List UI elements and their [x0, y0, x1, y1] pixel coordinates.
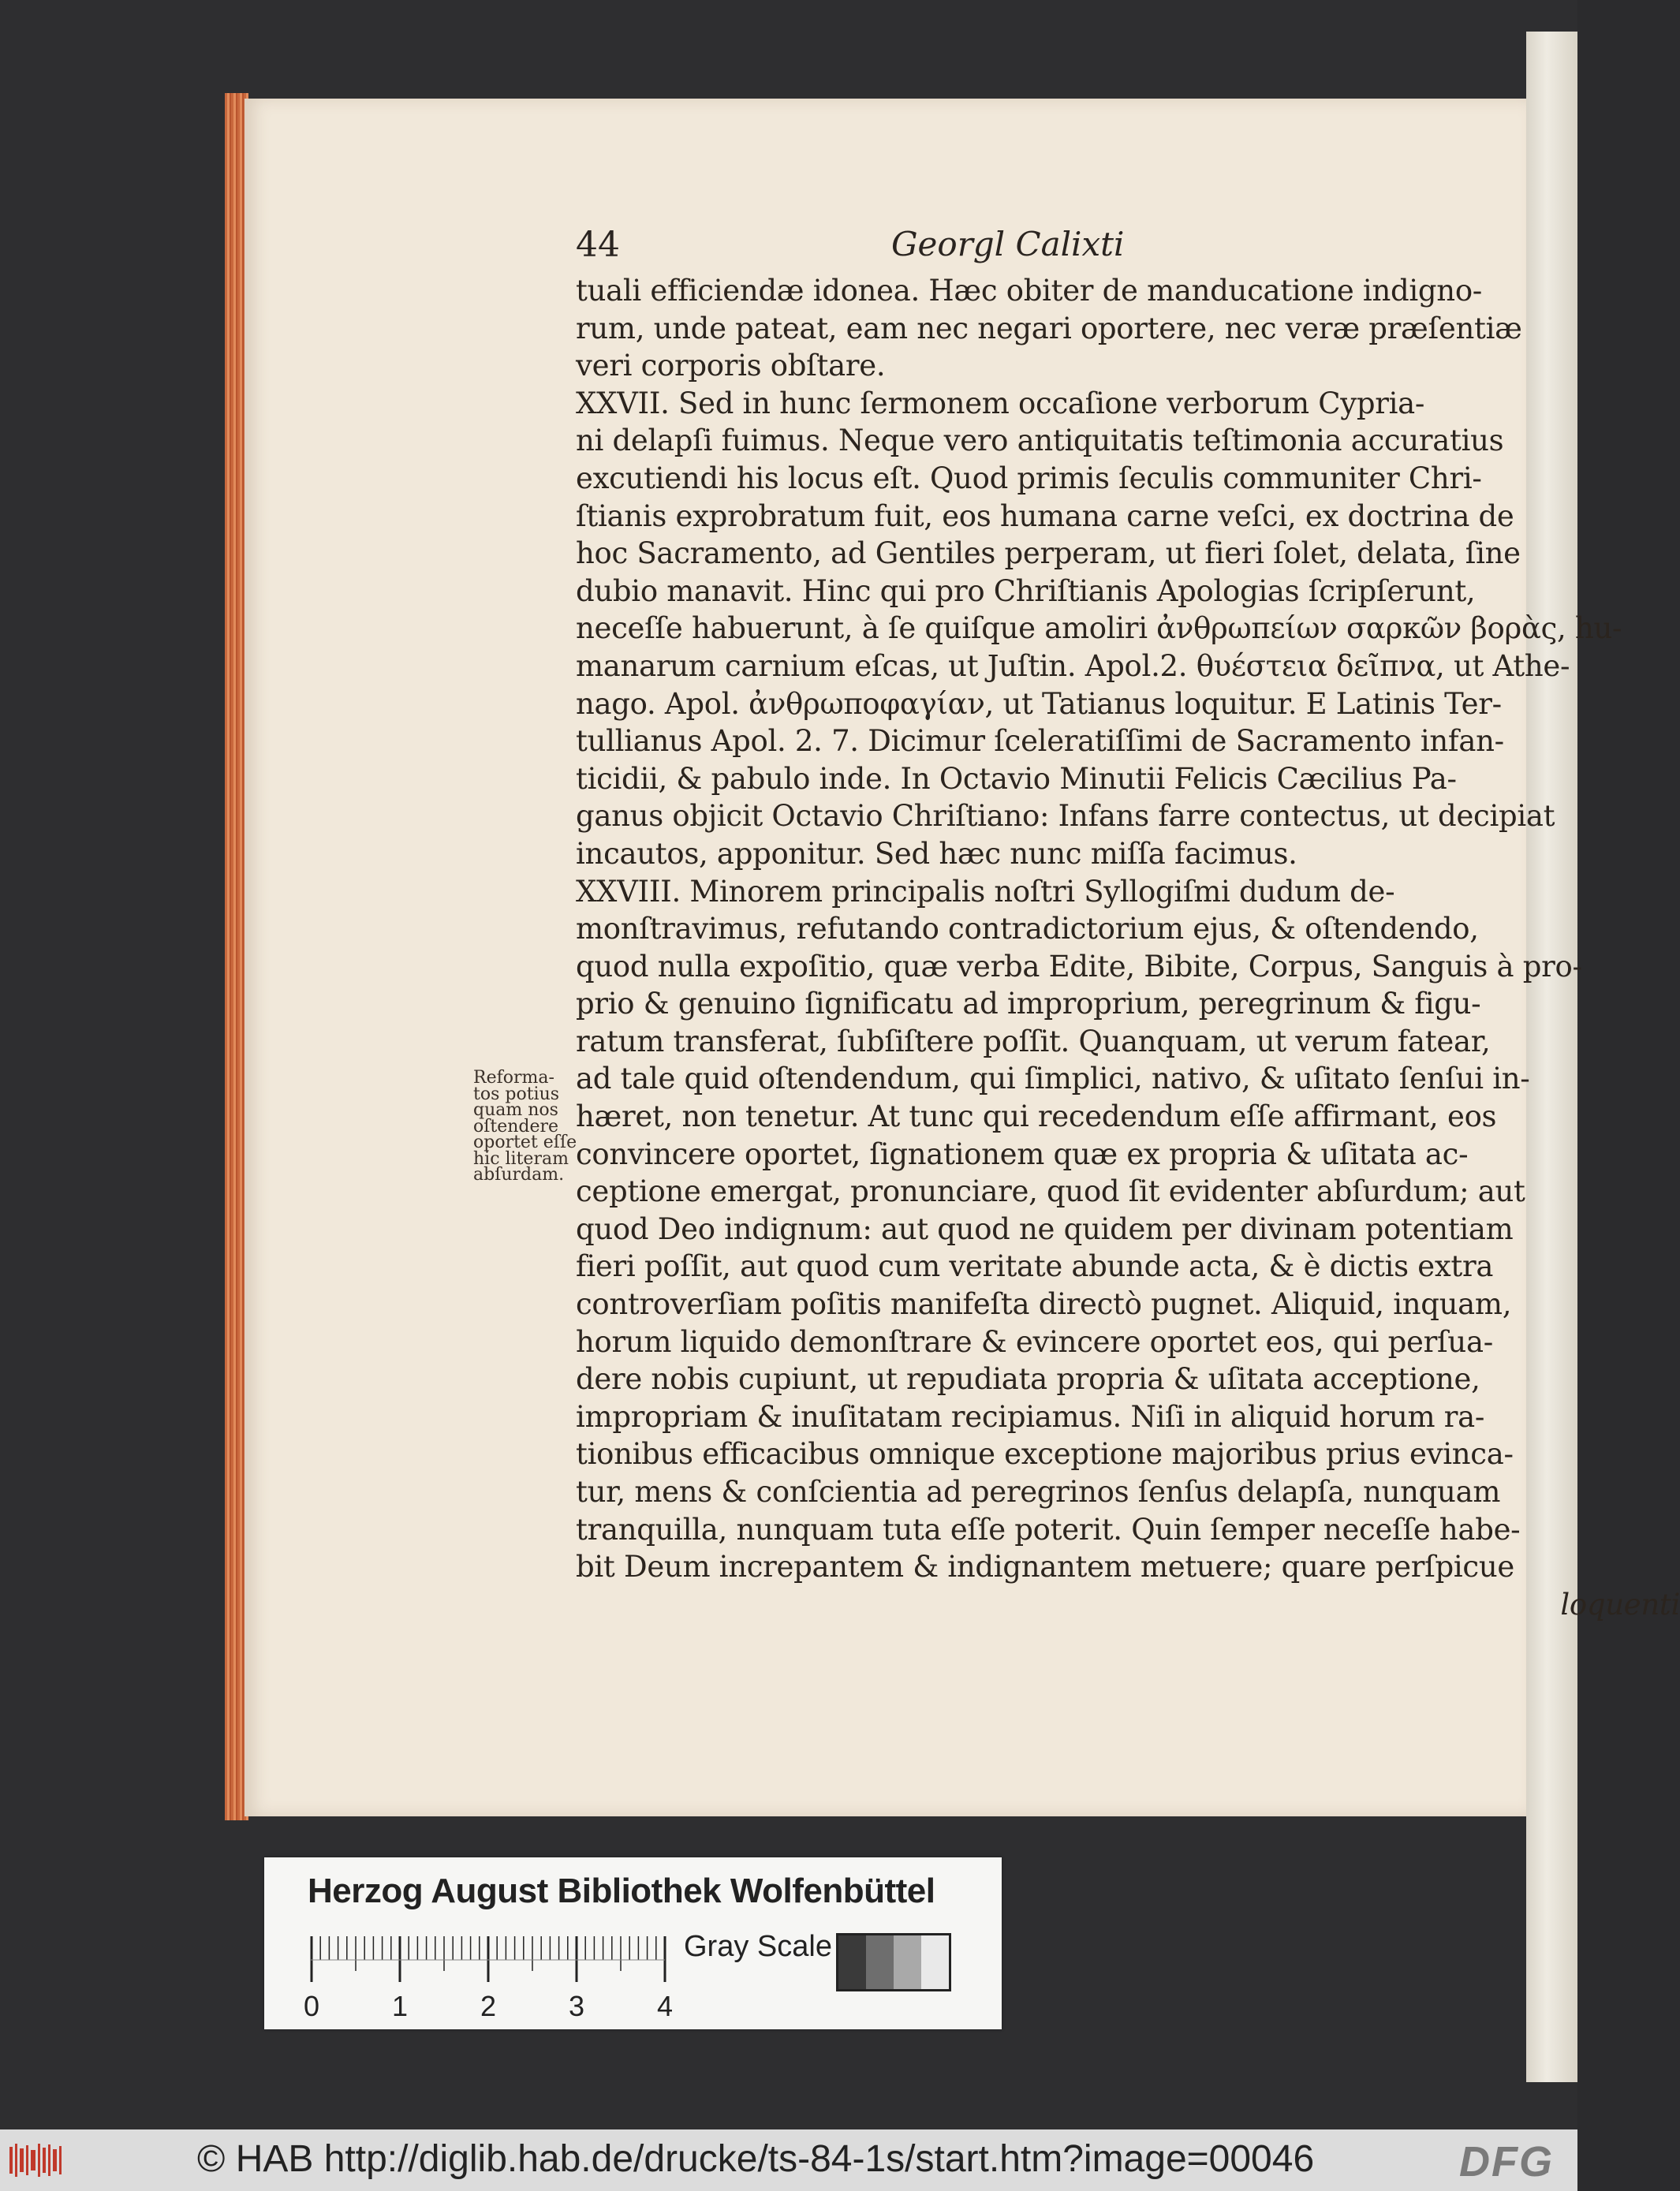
catchword: loquenti	[1560, 1587, 1680, 1622]
text-line: quod nulla expoſitio, quæ verba Edite, Bibite, Corpus, Sanguis à pro-	[576, 949, 1582, 984]
copyright-url-text[interactable]: © HAB http://diglib.hab.de/drucke/ts-84-1s/start.htm?image=00046	[197, 2138, 1315, 2180]
gray-scale-patches	[836, 1933, 951, 1991]
margin-note-line: oportet eſſe	[473, 1133, 577, 1152]
margin-note-line: oſtendere	[473, 1116, 559, 1137]
text-line: ſtianis exprobratum fuit, eos humana carne veſci, ex doctrina de	[576, 498, 1514, 533]
color-reference-card	[264, 1857, 1002, 2029]
text-line: horum liquido demonſtrare & evincere oportet eos, qui perſua-	[576, 1324, 1493, 1359]
text-line: convincere oportet, ſignationem quæ ex propria & uſitata ac-	[576, 1137, 1469, 1171]
text-line: hoc Sacramento, ad Gentiles perperam, ut fieri ſolet, delata, ſine	[576, 536, 1521, 571]
text-line: fieri poſſit, aut quod cum veritate abunde acta, & è dictis extra	[576, 1249, 1494, 1284]
dfg-logo: DFG	[1459, 2138, 1554, 2185]
text-line: ticidii, & pabulo inde. In Octavio Minutii Felicis Cæcilius Pa-	[576, 761, 1457, 796]
margin-note-line: tos potius	[473, 1084, 560, 1104]
card-title: Herzog August Bibliothek Wolfenbüttel	[308, 1872, 935, 1910]
text-line: rum, unde pateat, eam nec negari oportere, nec veræ præſentiæ	[576, 311, 1522, 345]
text-line: ganus objicit Octavio Chriſtiano: Infans farre contectus, ut decipiat	[576, 799, 1555, 834]
text-line: tur, mens & conſcientia ad peregrinos ſenſus delapſa, nunquam	[576, 1475, 1501, 1509]
margin-note-line: abſurdam.	[473, 1165, 565, 1185]
text-line: tranquilla, nunquam tuta eſſe poterit. Quin ſemper neceſſe habe-	[576, 1512, 1521, 1547]
text-line: dere nobis cupiunt, ut repudiata propria & uſitata acceptione,	[576, 1362, 1480, 1397]
ruler-ticks	[310, 1936, 665, 1984]
hab-barcode-logo-icon	[8, 2142, 66, 2178]
ruler-number: 2	[480, 1990, 497, 2022]
margin-note-line: hic literam	[473, 1148, 569, 1169]
text-line: bit Deum increpantem & indignantem metuere; quare perſpicue	[576, 1550, 1514, 1584]
margin-note	[473, 1070, 576, 1184]
margin-note-line: quam nos	[473, 1100, 558, 1120]
book-page	[245, 99, 1680, 1816]
gray-patch	[838, 1935, 866, 1989]
text-line: ceptione emergat, pronunciare, quod ſit evidenter abſurdum; aut	[576, 1174, 1525, 1209]
text-line: controverſiam poſitis manifeſta directò pugnet. Aliquid, inquam,	[576, 1287, 1512, 1322]
ruler-number: 3	[569, 1990, 585, 2022]
gray-patch	[894, 1935, 921, 1989]
text-line: ratum transferat, ſubſiſtere poſſit. Quanquam, ut verum fatear,	[576, 1024, 1491, 1058]
text-line: tuali efficiendæ idonea. Hæc obiter de manducatione indigno-	[576, 274, 1483, 308]
margin-note-line: Reforma-	[473, 1068, 554, 1088]
text-line: hæret, non tenetur. At tunc qui recedendum eſſe affirmant, eos	[576, 1099, 1497, 1134]
text-line: quod Deo indignum: aut quod ne quidem per divinam potentiam	[576, 1211, 1514, 1246]
text-line: ni delapſi fuimus. Neque vero antiquitatis teſtimonia accuratius	[576, 424, 1504, 458]
text-line: excutiendi his locus eſt. Quod primis ſeculis communiter Chri-	[576, 461, 1482, 495]
gray-patch	[866, 1935, 894, 1989]
text-line: prio & genuino ſignificatu ad improprium, peregrinum & figu-	[576, 987, 1481, 1021]
text-line: XXVII. Sed in hunc ſermonem occaſione verborum Cypria-	[576, 386, 1425, 420]
text-line: XXVIII. Minorem principalis noſtri Syllogiſmi dudum de-	[576, 874, 1395, 909]
text-line: tullianus Apol. 2. 7. Dicimur ſceleratiſſimi de Sacramento infan-	[576, 724, 1504, 759]
text-line: veri corporis obſtare.	[576, 349, 886, 383]
page-number: 44	[576, 225, 620, 265]
ruler-scale	[310, 1936, 665, 1984]
ruler-number: 1	[392, 1990, 409, 2022]
text-line: dubio manavit. Hinc qui pro Chriſtianis Apologias ſcripſerunt,	[576, 573, 1476, 608]
body-text	[576, 272, 1680, 1623]
text-line: tionibus efficacibus omnique exceptione majoribus prius evinca-	[576, 1437, 1514, 1472]
viewer-footer	[0, 2129, 1577, 2191]
text-line: nago. Apol. ἀνθρωποφαγίαν, ut Tatianus loquitur. E Latinis Ter-	[576, 686, 1502, 721]
gray-scale-label: Gray Scale	[684, 1930, 832, 1963]
text-line: manarum carnium eſcas, ut Juſtin. Apol.2. θυέστεια δεῖπνα, ut Athe-	[576, 648, 1570, 683]
gray-patch	[921, 1935, 949, 1989]
text-line: monſtravimus, refutando contradictorium ejus, & oſtendendo,	[576, 912, 1479, 946]
ruler-number: 0	[304, 1990, 320, 2022]
text-line: impropriam & inuſitatam recipiamus. Niſi in aliquid horum ra-	[576, 1399, 1485, 1434]
text-line: ad tale quid oſtendendum, qui ſimplici, nativo, & uſitato ſenſui in-	[576, 1062, 1530, 1096]
text-line: neceſſe habuerunt, à ſe quiſque amoliri ἀνθρωπείων σαρκῶν βορὰς, hu-	[576, 611, 1622, 646]
ruler-number: 4	[657, 1990, 674, 2022]
text-line: incautos, apponitur. Sed hæc nunc miſſa facimus.	[576, 836, 1297, 871]
running-head: Georgl Calixti	[891, 225, 1125, 263]
